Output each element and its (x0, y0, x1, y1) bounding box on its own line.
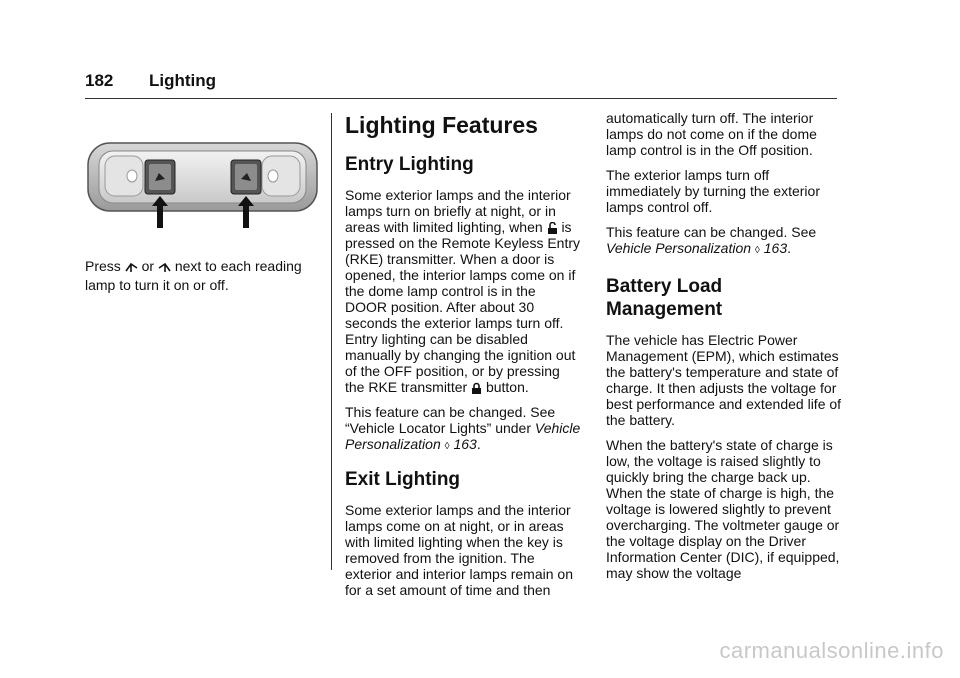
page-header (85, 71, 216, 91)
column-2 (345, 112, 581, 607)
exit-lighting-heading: Exit Lighting (345, 469, 461, 490)
entry-lighting-paragraph: Some exterior lamps and the interior lamps turn on briefly at night, or in areas with limited lighting, when is pressed on the Remote Keyless Entry (RKE) transmitter. When a door is opened, the interior lamps come on if the dome lamp control is in the DOOR position. After about 30 seconds the exterior lamps turn off. Entry lighting can be disabled manually by changing the ignition out of the OFF position, or by pressing the RKE transmitter button. (345, 187, 581, 395)
page-reference-triangle-icon: ◊ (754, 245, 760, 256)
page-number: 182 (85, 71, 114, 90)
reading-lamp-figure (85, 138, 320, 238)
column-3 (606, 110, 842, 590)
exit-lighting-note: This feature can be changed. See Vehicle Personalization ◊ 163. (606, 224, 817, 256)
left-lens (127, 170, 137, 182)
reading-lamp-left-icon (125, 262, 138, 273)
personalization-link[interactable]: Vehicle Personalization (606, 240, 752, 256)
page-reference[interactable]: 163 (453, 436, 477, 452)
personalization-link[interactable]: Vehicle Personalization (345, 420, 581, 452)
lock-icon (471, 382, 482, 395)
column-divider (331, 113, 332, 570)
page-reference-triangle-icon: ◊ (444, 441, 450, 452)
entry-lighting-heading: Entry Lighting (345, 154, 474, 175)
page-reference[interactable]: 163 (763, 240, 788, 256)
battery-load-heading: Battery Load Management (606, 276, 723, 320)
figure-caption: Press or next to each reading lamp to turn it on or off. (85, 258, 302, 293)
watermark: carmanualsonline.info (719, 638, 944, 663)
exit-lighting-continued: automatically turn off. The interior lamps do not come on if the dome lamp control is in the Off position. (606, 110, 817, 158)
reading-lamp-right-icon (158, 262, 171, 273)
header-rule (85, 98, 837, 99)
unlock-icon (547, 222, 558, 235)
section-title: Lighting (149, 71, 217, 90)
battery-paragraph-2: When the battery's state of charge is low, the voltage is raised slightly to quickly bring the charge back up. When the state of charge is high, the voltage is lowered slightly to prevent overcharging. The voltmeter gauge or the voltage display on the Driver Information Center (DIC), if equipped, may show the voltage (606, 437, 840, 581)
section-heading: Lighting Features (345, 112, 538, 138)
exit-lighting-paragraph: Some exterior lamps and the interior lamps come on at night, or in areas with limited lighting when the key is removed from the ignition. The exterior and interior lamps remain on for a set amount of time and then (345, 502, 573, 598)
right-lens (268, 170, 278, 182)
battery-paragraph-1: The vehicle has Electric Power Management (EPM), which estimates the battery's temperature and state of charge. It then adjusts the voltage for best performance and extended life of the battery. (606, 332, 842, 428)
exterior-lamps-paragraph: The exterior lamps turn off immediately by turning the exterior lamps control off. (606, 167, 820, 215)
entry-lighting-note: This feature can be changed. See “Vehicle Locator Lights” under Vehicle Personalization ◊ 163. (345, 404, 581, 452)
